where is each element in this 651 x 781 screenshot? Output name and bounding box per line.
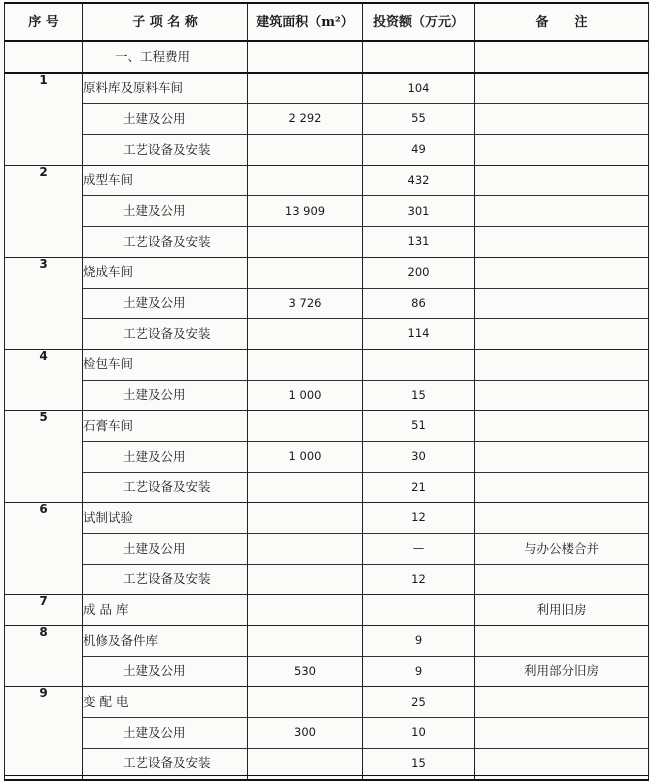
- cell-name: 工艺设备及安装: [83, 564, 248, 595]
- cell-note: [475, 380, 649, 411]
- cell-name: 变 配 电: [83, 687, 248, 718]
- cell-no: 7: [5, 595, 83, 626]
- cell-investment: 86: [363, 288, 475, 319]
- cell-investment: [363, 349, 475, 380]
- table-row-subitem: [5, 656, 649, 687]
- table-row-item: [5, 349, 649, 380]
- cell-no: [5, 288, 83, 319]
- cell-area: [248, 349, 363, 380]
- cell-investment: 114: [363, 319, 475, 350]
- cell-area: [248, 319, 363, 350]
- cell-investment: 301: [363, 196, 475, 227]
- cell-note: [475, 411, 649, 442]
- cell-area: 300: [248, 718, 363, 749]
- cell-name: 工艺设备及安装: [83, 472, 248, 503]
- table-row-item: [5, 687, 649, 718]
- cell-investment: 9: [363, 656, 475, 687]
- cell-area: [248, 626, 363, 657]
- cell-area: [248, 564, 363, 595]
- cell-note: [475, 288, 649, 319]
- table-row-subitem: [5, 472, 649, 503]
- cell-name: 原料库及原料车间: [83, 73, 248, 104]
- cell-note: [475, 718, 649, 749]
- table-row-subitem: [5, 564, 649, 595]
- cell-area: [248, 411, 363, 442]
- cell-area: [248, 73, 363, 104]
- cell-area: [248, 227, 363, 258]
- table-row-subitem: [5, 319, 649, 350]
- cell-note: [475, 472, 649, 503]
- investment-table: [4, 2, 649, 781]
- table-row-subitem: [5, 380, 649, 411]
- header-area: 建筑面积（m²）: [248, 3, 363, 41]
- header-no: 序 号: [5, 3, 83, 41]
- cell-note: [475, 196, 649, 227]
- cell-area: 1 000: [248, 441, 363, 472]
- cell-no: [5, 718, 83, 749]
- table-row-subitem: [5, 104, 649, 135]
- cell-note: [475, 135, 649, 166]
- cell-note: [475, 626, 649, 657]
- cell-name: 成型车间: [83, 165, 248, 196]
- cell-no: 5: [5, 411, 83, 442]
- cell-no: [5, 135, 83, 166]
- cell-no: [5, 441, 83, 472]
- cell-investment: 21: [363, 472, 475, 503]
- table-row-item: [5, 503, 649, 534]
- cell-no: [5, 472, 83, 503]
- cell-investment: 131: [363, 227, 475, 258]
- bottom-rule: [4, 775, 648, 776]
- cell-name: 石膏车间: [83, 411, 248, 442]
- cell-name: 土建及公用: [83, 534, 248, 565]
- cell-investment: 30: [363, 441, 475, 472]
- cell-investment: [363, 595, 475, 626]
- cell-no: 8: [5, 626, 83, 657]
- table-row-item: [5, 165, 649, 196]
- cell-investment: 10: [363, 718, 475, 749]
- cell-name: 土建及公用: [83, 196, 248, 227]
- cell-note: [475, 564, 649, 595]
- cell-name: 成 品 库: [83, 595, 248, 626]
- cell-area: [248, 41, 363, 73]
- cell-note: 利用旧房: [475, 595, 649, 626]
- cell-investment: 55: [363, 104, 475, 135]
- cell-investment: 12: [363, 564, 475, 595]
- cell-area: 13 909: [248, 196, 363, 227]
- cell-investment: 15: [363, 380, 475, 411]
- cell-investment: 432: [363, 165, 475, 196]
- cell-no: [5, 380, 83, 411]
- table-row-subitem: [5, 441, 649, 472]
- cell-investment: 200: [363, 257, 475, 288]
- cell-no: 2: [5, 165, 83, 196]
- cell-area: [248, 135, 363, 166]
- cell-name: 机修及备件库: [83, 626, 248, 657]
- table-row-subitem: [5, 227, 649, 258]
- cell-no: [5, 196, 83, 227]
- cell-name: 土建及公用: [83, 656, 248, 687]
- cell-note: [475, 73, 649, 104]
- cell-note: [475, 349, 649, 380]
- cell-investment: 15: [363, 748, 475, 779]
- cell-no: 9: [5, 687, 83, 718]
- cell-no: [5, 534, 83, 565]
- table-row-item: [5, 257, 649, 288]
- cell-investment: 25: [363, 687, 475, 718]
- cell-area: 2 292: [248, 104, 363, 135]
- cell-note: 利用部分旧房: [475, 656, 649, 687]
- table-row-subitem: [5, 534, 649, 565]
- cell-investment: —: [363, 534, 475, 565]
- cell-no: [5, 104, 83, 135]
- cell-investment: 51: [363, 411, 475, 442]
- cell-area: [248, 165, 363, 196]
- table-row-item: [5, 73, 649, 104]
- cell-no: 3: [5, 257, 83, 288]
- section-row: [5, 41, 649, 73]
- cell-note: [475, 257, 649, 288]
- table-row-subitem: [5, 288, 649, 319]
- cell-note: [475, 441, 649, 472]
- cell-note: 与办公楼合并: [475, 534, 649, 565]
- table-body: [5, 41, 649, 780]
- cell-area: [248, 503, 363, 534]
- cell-note: [475, 687, 649, 718]
- cell-no: 4: [5, 349, 83, 380]
- cell-name: 工艺设备及安装: [83, 319, 248, 350]
- cell-no: [5, 564, 83, 595]
- cell-investment: [363, 41, 475, 73]
- table-row-item: [5, 595, 649, 626]
- cell-note: [475, 165, 649, 196]
- cell-name: 工艺设备及安装: [83, 748, 248, 779]
- cell-area: [248, 687, 363, 718]
- cell-no: [5, 656, 83, 687]
- header-investment: 投资额（万元）: [363, 3, 475, 41]
- table-row-item: [5, 411, 649, 442]
- cell-name: 土建及公用: [83, 104, 248, 135]
- table-row-subitem: [5, 718, 649, 749]
- cell-name: 烧成车间: [83, 257, 248, 288]
- cell-investment: 49: [363, 135, 475, 166]
- cell-name: 土建及公用: [83, 718, 248, 749]
- table-row-subitem: [5, 196, 649, 227]
- cell-area: 530: [248, 656, 363, 687]
- cell-note: [475, 319, 649, 350]
- cell-name: 工艺设备及安装: [83, 227, 248, 258]
- cell-name: 土建及公用: [83, 441, 248, 472]
- cell-area: [248, 257, 363, 288]
- cell-no: 6: [5, 503, 83, 534]
- cell-note: [475, 227, 649, 258]
- cell-no: [5, 319, 83, 350]
- table-header-row: [5, 3, 649, 41]
- cell-investment: 104: [363, 73, 475, 104]
- cell-note: [475, 503, 649, 534]
- cell-name: 工艺设备及安装: [83, 135, 248, 166]
- cell-no: [5, 227, 83, 258]
- cell-name: 试制试验: [83, 503, 248, 534]
- cell-investment: 9: [363, 626, 475, 657]
- section-title: 一、工程费用: [83, 41, 248, 73]
- cell-area: [248, 472, 363, 503]
- cell-area: 1 000: [248, 380, 363, 411]
- cell-area: [248, 595, 363, 626]
- cell-no: 1: [5, 73, 83, 104]
- cell-note: [475, 41, 649, 73]
- cell-note: [475, 104, 649, 135]
- cell-area: 3 726: [248, 288, 363, 319]
- cell-no: [5, 41, 83, 73]
- table-row-item: [5, 626, 649, 657]
- cell-name: 检包车间: [83, 349, 248, 380]
- cell-area: [248, 534, 363, 565]
- header-note: 备 注: [475, 3, 649, 41]
- header-name: 子 项 名 称: [83, 3, 248, 41]
- table-row-subitem: [5, 135, 649, 166]
- cell-name: 土建及公用: [83, 288, 248, 319]
- cell-name: 土建及公用: [83, 380, 248, 411]
- cell-investment: 12: [363, 503, 475, 534]
